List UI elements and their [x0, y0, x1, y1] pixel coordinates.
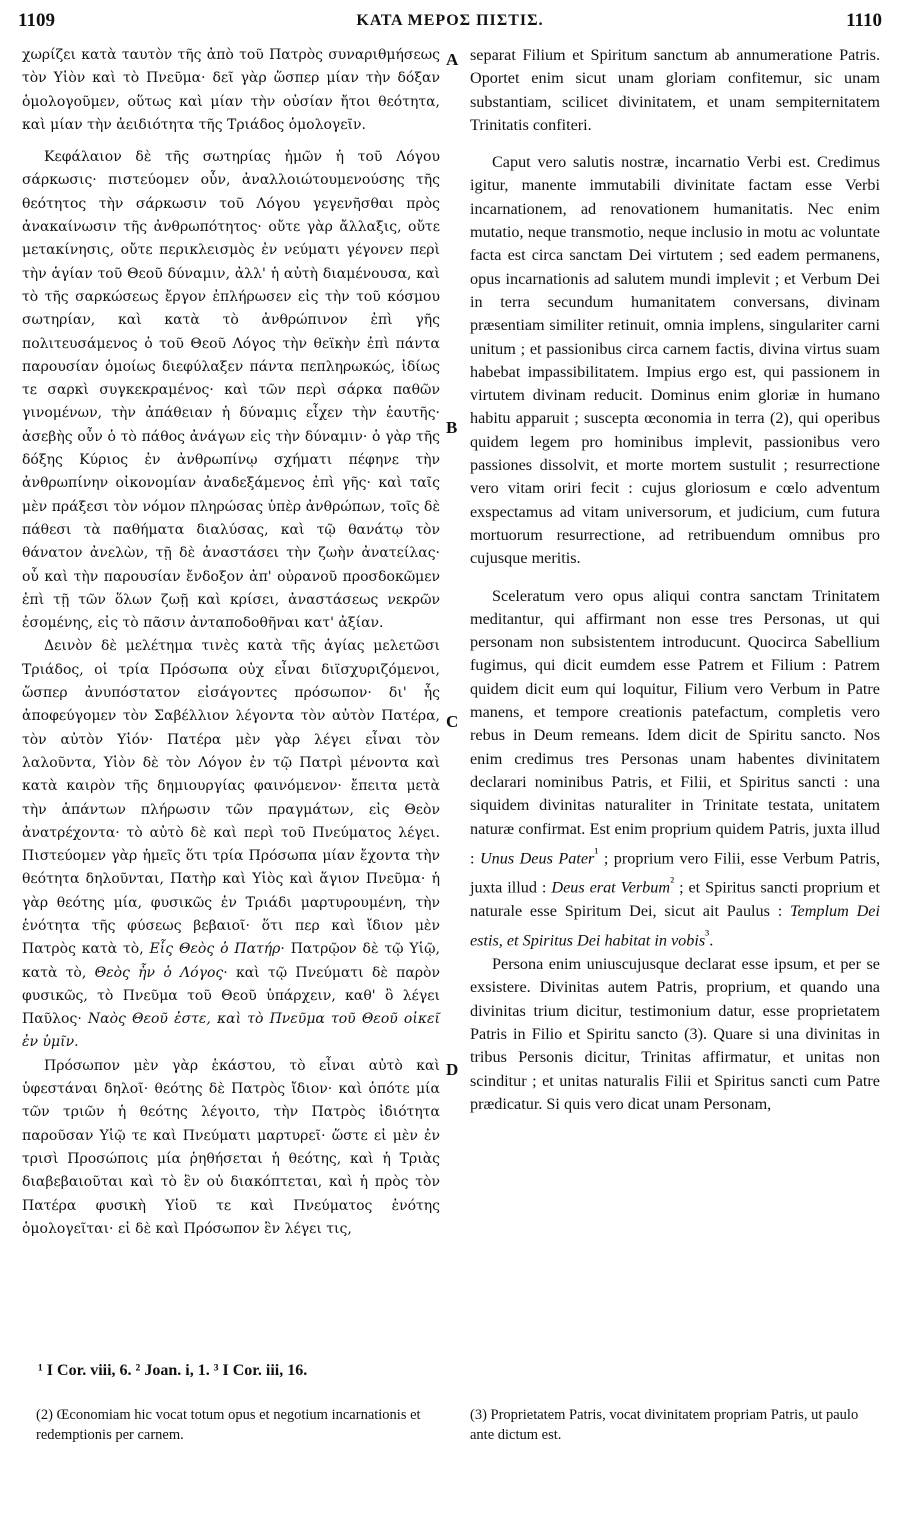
section-marker-a: A [446, 50, 459, 69]
greek-paragraph-1: χωρίζει κατὰ ταυτὸν τῆς ἀπὸ τοῦ Πατρὸς συναριθμήσεως τὸν Υἱὸν καὶ τὸ Πνεῦμα· δεῖ γὰρ ὥσπερ μίαν τὴν δόξαν ὁμολογοῦμεν, οὕτως καὶ μίαν τὴν οὐσίαν ἤτοι θεότητα, καὶ μίαν τὴν ἀειδιότητα τῆς Τριάδος ὁμολογεῖν. [22, 47, 440, 133]
latin-quote-2: Deus erat Verbum [551, 878, 671, 897]
latin-p3-mid1: ; proprium vero Filii, esse Verbum Patris, juxta illud : [470, 849, 881, 897]
latin-ref-2: ² [670, 874, 675, 890]
latin-p3-mid2: ; et Spiritus sancti proprium et naturale esse Spiritum Dei, sicut ait Paulus : [470, 878, 880, 921]
footnote-3: (3) Proprietatem Patris, vocat divinitatem propriam Patris, ut paulo ante dictum est. [470, 1407, 859, 1443]
latin-paragraph-1: separat Filium et Spiritum sanctum ab annumeratione Patris. Oportet enim sicut unam gloriam confitemur, sic unam substantiam, scilicet divinitatem, et unam sempiternitatem Trinitatis confiteri. [470, 46, 880, 134]
greek-paragraph-4: Πρόσωπον μὲν γὰρ ἑκάστου, τὸ εἶναι αὐτὸ καὶ ὑφεστάναι δηλοῖ· θεότης δὲ Πατρὸς ἴδιον· καὶ ὁπότε μία τῶν τριῶν ἡ θεότης λέγοιτο, τὴν Πατρὸς ἰδιότητα παροῦσαν Υἱῷ τε καὶ Πνεύματι μαρτυρεῖ· ὥστε εἰ μὲν ἐν τρισὶ Προσώποις μία ῥηθήσεται ἡ θεότης, καὶ ἡ Τριὰς διαβεβαιοῦται καὶ τὸ ἓν οὐ διακόπτεται, καὶ ἡ πρὸς τὸν Πατέρα φυσικὴ Υἱοῦ τε καὶ Πνεύματος ἑνότης ὁμολογεῖται· εἰ δὲ καὶ Πρόσωπον ἓν λέγει τις, [22, 1057, 440, 1237]
greek-quote-2: Θεὸς ἦν ὁ Λόγος [94, 964, 224, 981]
latin-column [470, 44, 880, 1116]
greek-paragraph-2: Κεφάλαιον δὲ τῆς σωτηρίας ἡμῶν ἡ τοῦ Λόγου σάρκωσις· πιστεύομεν οὖν, ἀναλλοιώτουμενούσης τῆς θεότητος τὴν σάρκωσιν τοῦ Λόγου γεγενῆσθαι πρὸς ἀνακαίνωσιν τῆς ἀνθρωπότητος· οὔτε γὰρ ἄλλαξις, οὔτε μετακίνησις, οὔτε περικλεισμὸς ἐν νεύματι γέγονεν περὶ τὴν ἁγίαν τοῦ Θεοῦ δύναμιν, ἀλλ' ἡ αὐτὴ διαμένουσα, καὶ τὸ τῆς σαρκώσεως ἔργον ἐπλήρωσεν εἰς τὴν τοῦ κόσμου σωτηρίαν, καὶ κατὰ τὸ ἀνθρώπινον ἐπὶ γῆς πολιτευσάμενος ὁ τοῦ Θεοῦ Λόγος τὴν θεϊκὴν ἐπὶ πάντα παρουσίαν ὁμοίως διεφύλαξεν πάντα πεπληρωκώς, ἰδίως τε σαρκὶ συγκεκραμένος· καὶ τῶν περὶ σάρκα παθῶν γινομένων, τὴν ἀπάθειαν ἡ δύναμις εἶχεν τὴν ἑαυτῆς· ἀσεβὴς οὖν ὁ τὸ πάθος ἀνάγων εἰς τὴν δύναμιν· ὁ γὰρ τῆς δόξης Κύριος ἐν ἀνθρωπίνῳ σχήματι πέφηνε τὴν ἀνθρωπίνην οἰκονομίαν ἀναδεξάμενος ἐπὶ γῆς· καὶ ταῖς μὲν πράξεσι τὸν νόμον πληρώσας ὑπὲρ ἀνθρώπων, τοῖς δὲ πάθεσι τὰ παθήματα διαλύσας, καὶ τῷ θανάτῳ τὸν θάνατον ἀνελὼν, τῇ δὲ ἀναστάσει τὴν ζωὴν ἀνατείλας· οὗ καὶ τὴν παρουσίαν ἔνδοξον ἀπ' οὐρανοῦ προσδοκῶμεν ἐπὶ τῇ τῶν ὅλων ζωῇ καὶ κρίσει, ἀναστάσεως νεκρῶν ἐσομένης, εἰς τὸ πᾶσιν ἀνταποδοθῆναι κατ' ἀξίαν. [22, 149, 440, 632]
page-number-right: 1110 [846, 10, 882, 31]
running-title: ΚΑΤΑ ΜΕΡΟΣ ΠΙΣΤΙΣ. [356, 12, 544, 29]
latin-ref-3: ³ [705, 927, 710, 943]
greek-quote-3: Ναὸς Θεοῦ ἐστε, καὶ τὸ Πνεῦμα τοῦ Θεοῦ οἰκεῖ ἐν ὑμῖν. [22, 1011, 440, 1051]
latin-quote-1: Unus Deus Pater [479, 849, 595, 868]
greek-column [22, 44, 440, 1241]
section-marker-c: C [446, 712, 459, 731]
greek-p3-text: Δεινὸν δὲ μελέτημα τινὲς κατὰ τῆς ἁγίας μελετῶσι Τριάδος, οἱ τρία Πρόσωπα οὐχ εἶναι διϊσχυριζόμενοι, ὥσπερ ἀνυπόστατον εἰσάγοντες πρόσωπον· δι' ἧς ἀποφεύγομεν τὸν Σαβέλλιον λέγοντα τὸν αὐτὸν Πατέρα, τὸν αὐτὸν Υἱόν· Πατέρα μὲν γὰρ λέγει εἶναι τὸν λαλοῦντα, Υἱὸν δὲ τὸν Λόγον ἐν τῷ Πατρὶ μένοντα καὶ κατὰ καιρὸν τῆς δημιουργίας φαινόμενον· ἔπειτα μετὰ τὴν ἁπάντων πλήρωσιν τῶν πραγμάτων, εἰς Θεὸν ἀνατρέχοντα· τὸ αὐτὸ δὲ καὶ περὶ τοῦ Πνεύματος λέγει. Πιστεύομεν γὰρ ἡμεῖς ὅτι τρία Πρόσωπα μίαν ἔχοντα τὴν θεότητα δηλοῦνται, Πατὴρ καὶ Υἱὸς καὶ ἅγιον Πνεῦμα· ἡ γὰρ θεότης μία, φυσικῶς ἐν Τριάδι μαρτυρουμένη, τὴν ἑνότητα τῆς φύσεως βεβαιοῖ· ὅτι περ καὶ ἴδιον μὲν Πατρὸς κατὰ τὸ, [22, 638, 440, 958]
section-marker-b: B [446, 418, 458, 437]
footnote-2: (2) Œconomiam hic vocat totum opus et negotium incarnationis et redemptionis per carnem. [36, 1407, 421, 1443]
greek-p3-mid1: · Πατρῷον δὲ τῷ Υἱῷ, κατὰ τὸ, [22, 941, 440, 981]
page-number-left: 1109 [18, 10, 55, 31]
latin-p3-end: . [709, 931, 714, 950]
greek-p3-mid2: · καὶ τῷ Πνεύματι δὲ παρὸν φυσικῶς, τὸ Πνεῦμα τοῦ Θεοῦ ὑπάρχειν, καθ' ὃ λέγει Παῦλος· [22, 964, 440, 1028]
section-marker-d: D [446, 1060, 459, 1079]
latin-p3-text: Sceleratum vero opus aliqui contra sanctam Trinitatem meditantur, qui affirmant non esse tres Personas, ut qui personam non subsistentem introducunt. Quocirca Sabellium fugimus, qui dicit eumdem esse Patrem et Filium : Patrem quidem dicit eum qui loquitur, Filium vero Verbum in Patre manens, et tempore creationis patefactum, completis vero rebus in Deum remeans. Idem dicit de Spiritu sancto. Nos enim credimus tres Personas unam habentes divinitatem declarari nominibus Patris, et Filii, et Spiritus sancti : una siquidem divinitas naturaliter in Trinitate testata, unitatem naturæ confirmat. Est enim proprium quidem Patris, juxta illud : [470, 586, 880, 868]
latin-ref-1: ¹ [594, 844, 599, 860]
latin-quote-3: Templum Dei estis, et Spiritus Dei habitat in vobis [470, 902, 880, 950]
latin-paragraph-4: Persona enim uniuscujusque declarat esse ipsum, et per se exsistere. Divinitas autem Patris, proprium, et quando una divinitas trium dicitur, testimonium datur, esse proprietatem Patris in Filio et Spiritu sancto (3). Quare si una divinitas in tribus Personis dicitur, Trinitas affirmatur, et unitas non scinditur ; et unitas naturalis Filii et Spiritus sancti cum Patre prædicatur. Si quis vero dicat unam Personam, [470, 955, 880, 1113]
latin-paragraph-2: Caput vero salutis nostræ, incarnatio Verbi est. Credimus igitur, manente immutabili divinitate factam esse Verbi incarnationem, ad renovationem humanitatis. Nec enim mutatio, neque transmotio, neque inclusio in motu ac voluntate facta est circa sanctam Dei virtutem ; sed eadem permanens, opus incarnationis ad salutem mundi implevit ; et Verbum Dei in terra secundum humanitatem conversans, divinam præsentiam similiter retinuit, omnia implens, singulariter carni unitum ; et passionibus circa carnem factis, divina virtus suam habebat impassibilitatem. Impius ergo est, qui passionem in virtutem divinam reducit. Dominus enim gloriæ in humano habitu apparuit ; suscepta œconomia in terra (2), qui operibus quidem legem pro hominibus implevit, passionibus vero passiones dissolvit, et morte mortem sustulit ; resurrectione vero vitam oriri fecit : cujus gloriosum e cœlo adventum exspectamus ad vitam universorum, et judicium, cum futura mortuorum resurrectione, ad retribuendum omnibus pro cujusque meritis. [470, 153, 880, 568]
greek-paragraph-3 [22, 635, 440, 1054]
latin-paragraph-3 [470, 585, 880, 954]
greek-quote-1: Εἷς Θεὸς ὁ Πατήρ [149, 941, 281, 958]
page-header [18, 10, 882, 36]
scripture-references: ¹ I Cor. viii, 6. ² Joan. i, 1. ³ I Cor. iii, 16. [38, 1362, 308, 1379]
